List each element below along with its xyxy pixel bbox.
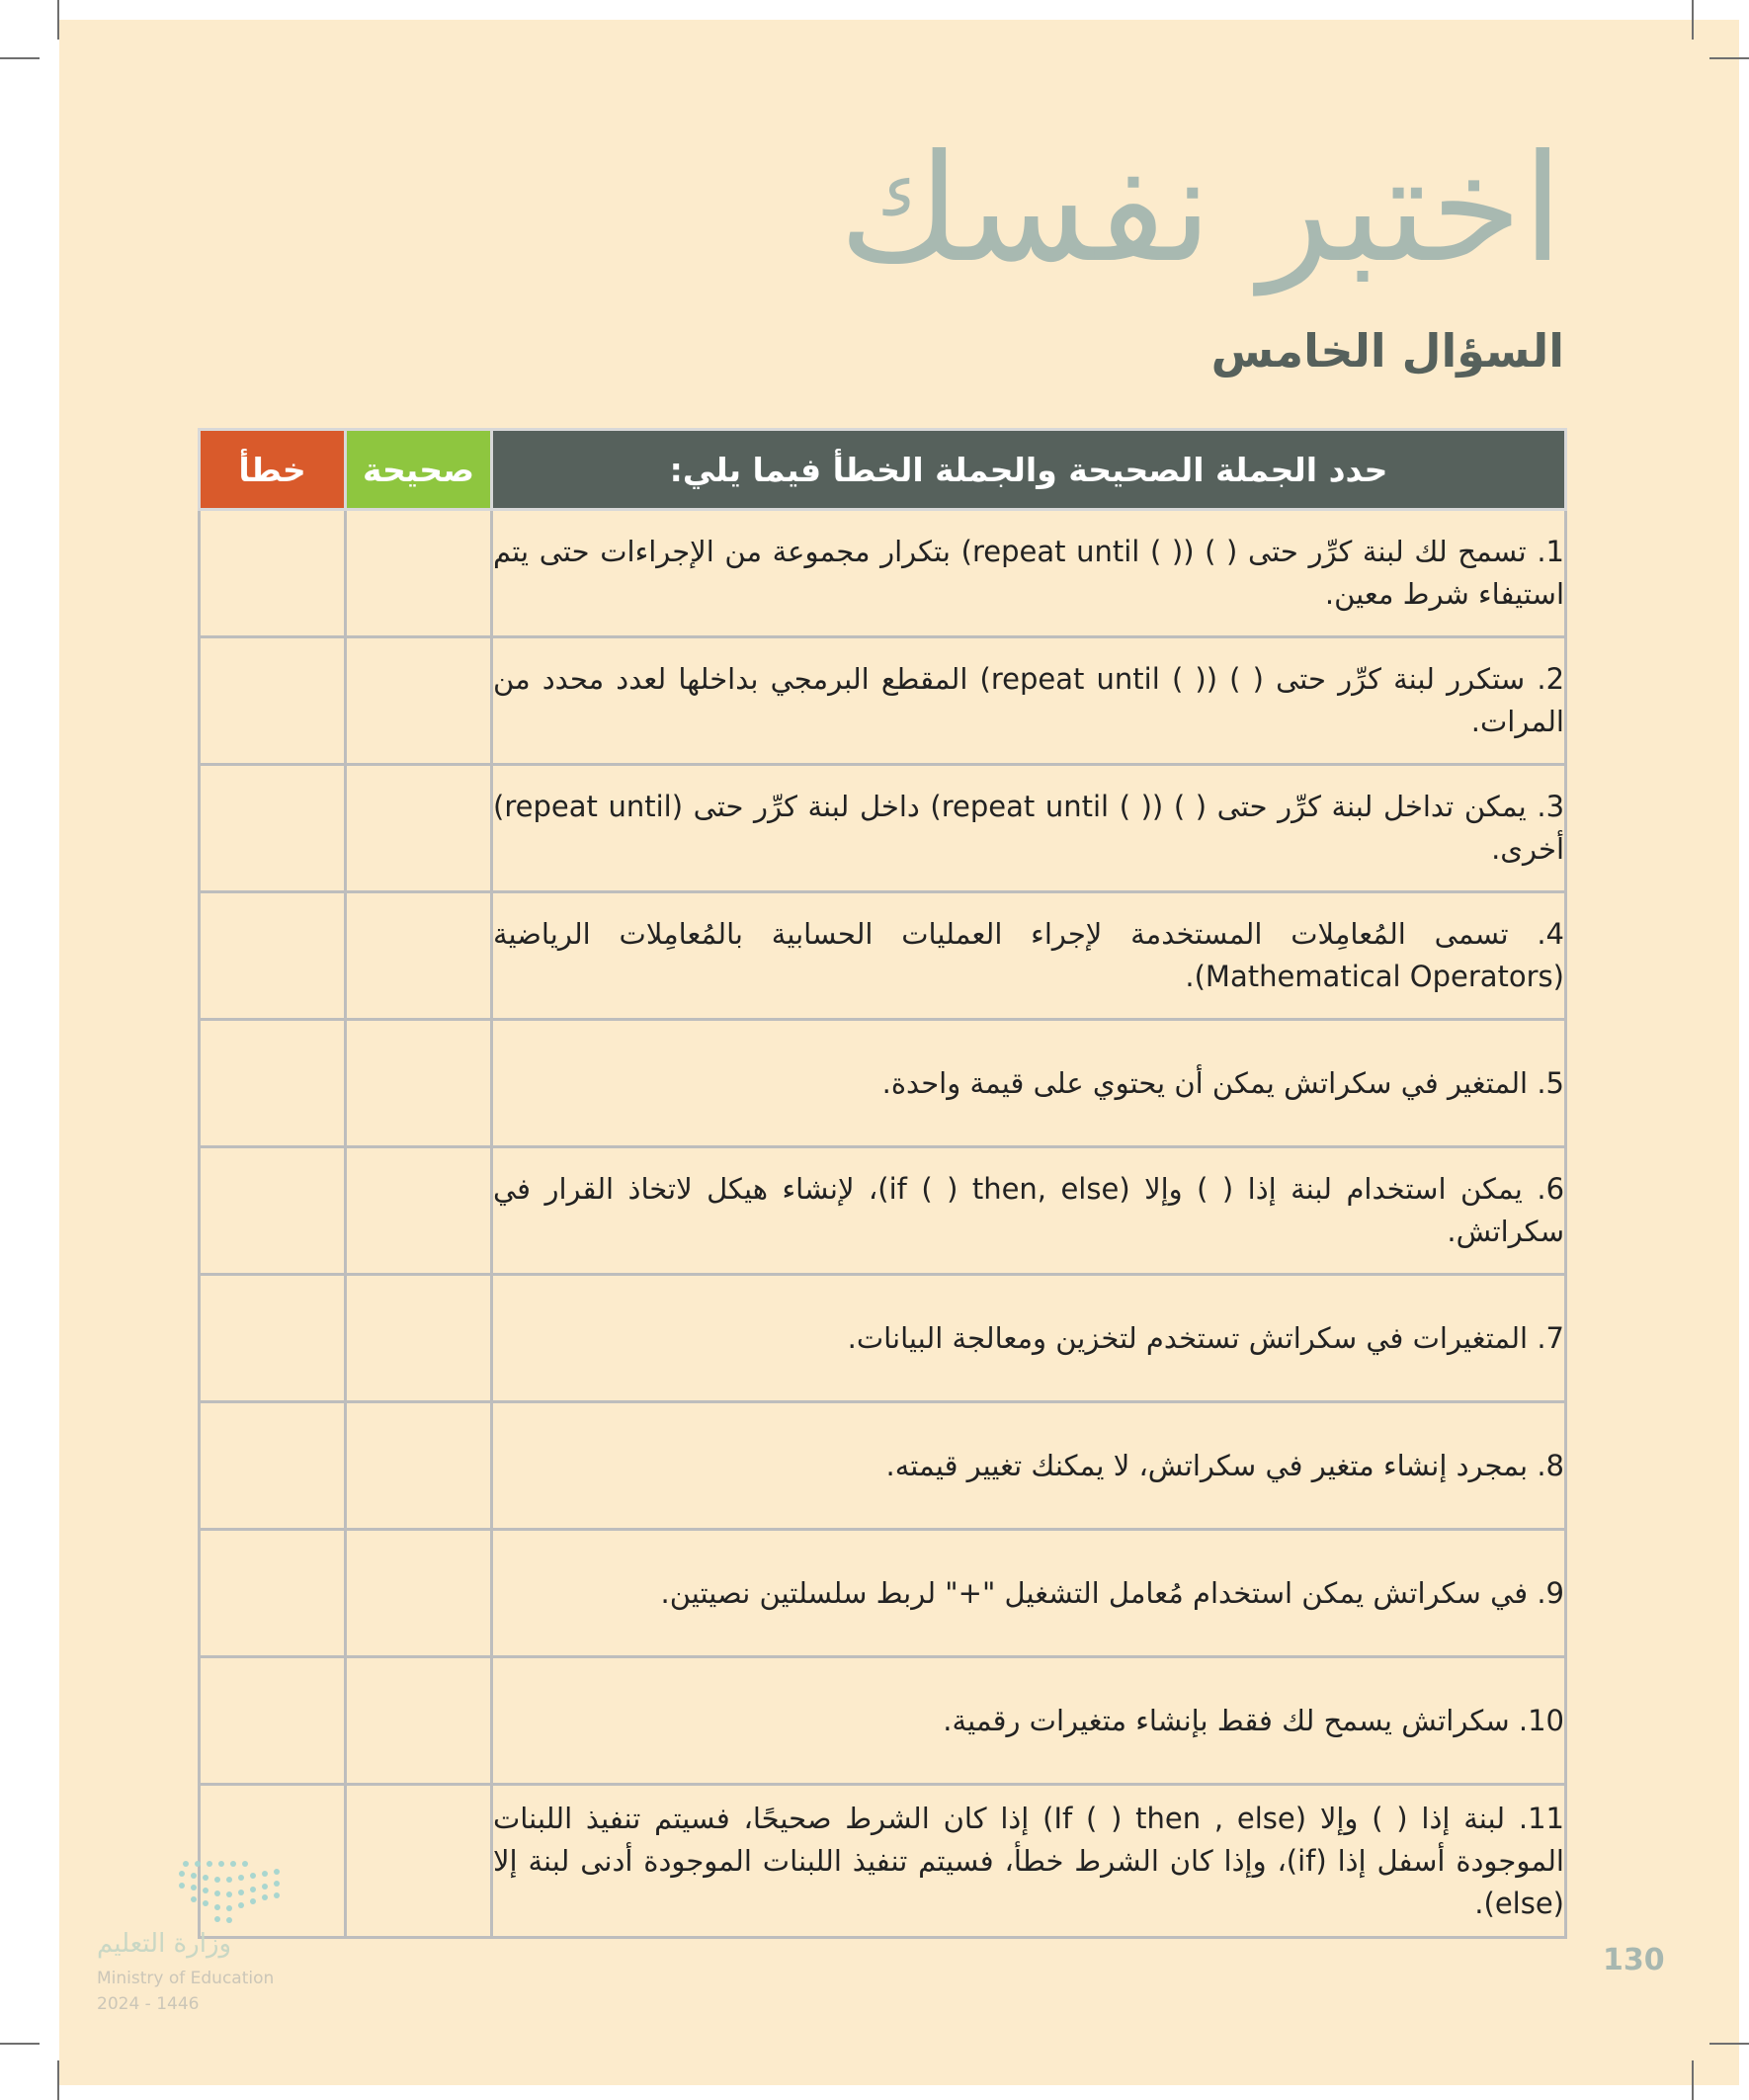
answer-true-cell[interactable]	[346, 892, 492, 1020]
ministry-name-arabic: وزارة التعليم	[97, 1929, 232, 1959]
statement-number: 1.	[1537, 535, 1564, 568]
statement-text: تسمح لك لبنة كرِّر حتى ( ) (( ) repeat until) بتكرار مجموعة من الإجراءات حتى يتم استيفاء شرط معين.	[493, 535, 1564, 611]
crop-mark	[57, 2060, 59, 2100]
answer-false-cell[interactable]	[200, 892, 346, 1020]
statement-cell	[492, 1530, 1566, 1657]
statement-text: في سكراتش يمكن استخدام مُعامل التشغيل "+" لربط سلسلتين نصيتين.	[660, 1575, 1529, 1610]
statement-text: يمكن استخدام لبنة إذا ( ) وإلا (if ( ) then, else)، لإنشاء هيكل لاتخاذ القرار في سكراتش.	[493, 1172, 1564, 1248]
answer-false-cell[interactable]	[200, 765, 346, 892]
section-title: السؤال الخامس	[1210, 324, 1564, 378]
table-header-row	[200, 430, 1566, 510]
answer-true-cell[interactable]	[346, 1530, 492, 1657]
answer-false-cell[interactable]	[200, 1402, 346, 1530]
answer-false-cell[interactable]	[200, 510, 346, 637]
crop-mark	[1692, 0, 1694, 40]
page-number: 130	[1603, 1943, 1665, 1977]
table-row	[200, 1657, 1566, 1785]
table-row	[200, 1147, 1566, 1275]
table-row	[200, 1785, 1566, 1938]
crop-mark	[1692, 2060, 1694, 2100]
answer-false-cell[interactable]	[200, 1147, 346, 1275]
statement-number: 5.	[1537, 1065, 1564, 1100]
ministry-name-english: Ministry of Education	[97, 1969, 275, 1988]
statement-cell	[492, 637, 1566, 765]
table-row	[200, 510, 1566, 637]
answer-true-cell[interactable]	[346, 765, 492, 892]
answer-true-cell[interactable]	[346, 510, 492, 637]
statement-text: بمجرد إنشاء متغير في سكراتش، لا يمكنك تغيير قيمته.	[885, 1448, 1529, 1482]
statement-number: 3.	[1537, 790, 1565, 823]
table-row	[200, 892, 1566, 1020]
table-row	[200, 637, 1566, 765]
statement-number: 11.	[1518, 1801, 1564, 1835]
statement-cell	[492, 510, 1566, 637]
statement-number: 6.	[1537, 1172, 1565, 1206]
answer-true-cell[interactable]	[346, 1785, 492, 1938]
answer-true-cell[interactable]	[346, 1657, 492, 1785]
crop-mark	[1709, 57, 1749, 59]
statement-text: المتغير في سكراتش يمكن أن يحتوي على قيمة واحدة.	[881, 1065, 1529, 1100]
crop-mark	[57, 0, 59, 40]
statement-number: 7.	[1537, 1320, 1564, 1355]
statement-text: تسمى المُعامِلات المستخدمة لإجراء العمليات الحسابية بالمُعامِلات الرياضية (Mathematical Operators).	[493, 917, 1564, 993]
answer-true-cell[interactable]	[346, 1020, 492, 1147]
statement-number: 8.	[1537, 1448, 1564, 1482]
table-row	[200, 1530, 1566, 1657]
answer-false-cell[interactable]	[200, 637, 346, 765]
statement-number: 9.	[1537, 1575, 1564, 1610]
statement-cell	[492, 1275, 1566, 1402]
answer-false-cell[interactable]	[200, 1020, 346, 1147]
statement-cell	[492, 892, 1566, 1020]
table-row	[200, 1402, 1566, 1530]
statement-cell	[492, 1402, 1566, 1530]
page-title: اختبر نفسك	[838, 124, 1563, 295]
answer-true-cell[interactable]	[346, 1147, 492, 1275]
crop-mark	[0, 57, 40, 59]
statement-text: يمكن تداخل لبنة كرِّر حتى ( ) (( ) repeat until) داخل لبنة كرِّر حتى (repeat until) أخرى.	[493, 790, 1564, 866]
statement-cell	[492, 1147, 1566, 1275]
crop-mark	[1709, 2043, 1749, 2045]
answer-true-cell[interactable]	[346, 1402, 492, 1530]
answer-false-cell[interactable]	[200, 1530, 346, 1657]
statement-text: ستكرر لبنة كرِّر حتى ( ) (( ) repeat until) المقطع البرمجي بداخلها لعدد محدد من المرات.	[493, 662, 1564, 738]
table-row	[200, 765, 1566, 892]
statement-text: سكراتش يسمح لك فقط بإنشاء متغيرات رقمية.	[943, 1703, 1510, 1737]
statement-text: لبنة إذا ( ) وإلا (If ( ) then , else) إذا كان الشرط صحيحًا، فسيتم تنفيذ اللبنات الموجودة أسفل إذا (if)، وإذا كان الشرط خطأ، فسيتم تنفيذ اللبنات الموجودة أدنى لبنة إلا (else).	[493, 1801, 1564, 1920]
answer-true-cell[interactable]	[346, 1275, 492, 1402]
answer-false-cell[interactable]	[200, 1657, 346, 1785]
statement-cell	[492, 1657, 1566, 1785]
edition-year: 2024 - 1446	[97, 1994, 200, 2014]
header-true: صحيحة	[346, 430, 492, 510]
statement-number: 2.	[1537, 662, 1565, 696]
statement-number: 10.	[1518, 1703, 1564, 1737]
statement-cell	[492, 765, 1566, 892]
statement-text: المتغيرات في سكراتش تستخدم لتخزين ومعالجة البيانات.	[847, 1320, 1529, 1355]
header-statement: حدد الجملة الصحيحة والجملة الخطأ فيما يلي:	[492, 430, 1566, 510]
table-row	[200, 1275, 1566, 1402]
statement-cell	[492, 1785, 1566, 1938]
statement-cell	[492, 1020, 1566, 1147]
crop-mark	[0, 2043, 40, 2045]
table-row	[200, 1020, 1566, 1147]
ministry-logo-icon	[97, 1858, 294, 1927]
answer-true-cell[interactable]	[346, 637, 492, 765]
true-false-table	[198, 428, 1567, 1939]
statement-number: 4.	[1537, 917, 1564, 951]
answer-false-cell[interactable]	[200, 1275, 346, 1402]
header-false: خطأ	[200, 430, 346, 510]
